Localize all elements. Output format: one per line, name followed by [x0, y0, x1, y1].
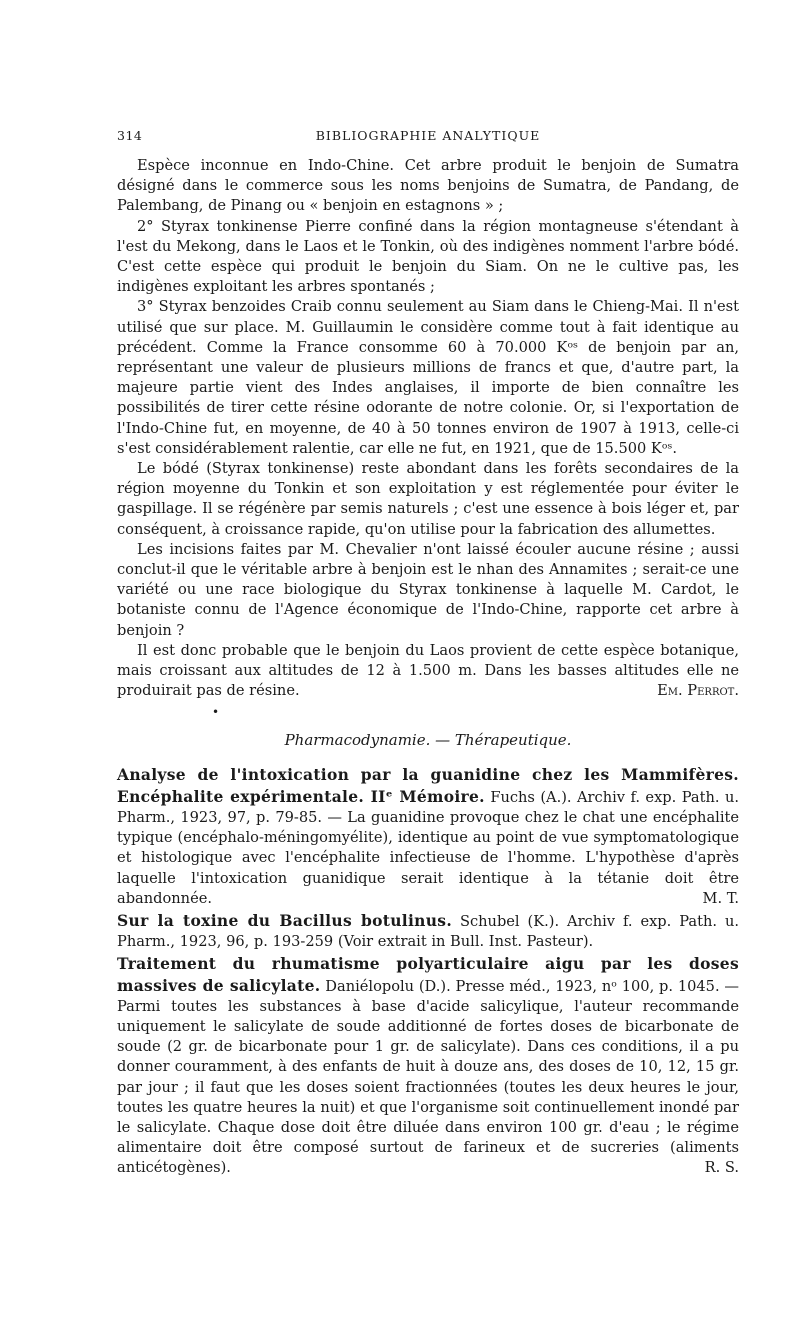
page: [117, 128, 739, 1181]
paragraph: Les incisions faites par M. Chevalier n'ont laissé écouler aucune résine ; aussi conclut-il que le véritable arbre à benjoin est le nhan des Annamites ; serait-ce une variété ou une race biologique du Styrax tonkinense à laquelle M. Cardot, le botaniste connu de l'Agence économique de l'Indo-Chine, rapporte cet arbre à benjoin ?: [117, 540, 739, 639]
entry-body: Fuchs (A.). Archiv f. exp. Path. u. Pharm., 1923, 97, p. 79-85. — La guanidine provoque chez le chat une encéphalite typique (encéphalo-méningomyélite), identique au point de vue symptomatologique et histologique avec l'encéphalite infectieuse de l'homme. L'hypothèse d'après laquelle l'intoxication guanidique serait identique à la tétanie doit être abandonnée.: [117, 788, 739, 907]
article-body: [117, 156, 739, 701]
page-number: 314: [117, 128, 143, 143]
bibliography-entry: [117, 911, 739, 952]
running-title: BIBLIOGRAPHIE ANALYTIQUE: [315, 128, 541, 143]
bibliography-entry: [117, 954, 739, 1178]
paragraph: Espèce inconnue en Indo-Chine. Cet arbre produit le benjoin de Sumatra désigné dans le commerce sous les noms benjoins de Sumatra, de Pandang, de Palembang, de Pinang ou « benjoin en estagnons » ;: [117, 157, 739, 215]
entry-title: Sur la toxine du Bacillus botulinus.: [117, 910, 453, 930]
entry-body: Schubel (K.). Archiv f. exp. Path. u. Pharm., 1923, 96, p. 193-259 (Voir extrait in Bull. Inst. Pasteur).: [117, 912, 739, 951]
paragraph: Le bódé (Styrax tonkinense) reste abondant dans les forêts secondaires de la région moyenne du Tonkin et son exploitation y est réglementée pour éviter le gaspillage. Il se régénère par semis naturels ; c'est une essence à bois léger et, par conséquent, à croissance rapide, qu'on utilise pour la fabrication des allumettes.: [117, 460, 739, 538]
entry-body: Daniélopolu (D.). Presse méd., 1923, nᵒ 100, p. 1045. — Parmi toutes les substances à base d'acide salicylique, l'auteur recommande uniquement le salicylate de soude additionné de fortes doses de bicarbonate de soude (2 gr. de bicarbonate pour 1 gr. de salicylate). Dans ces conditions, il a pu donner couramment, à des enfants de huit à douze ans, des doses de 10, 12, 15 gr. par jour ; il faut que les doses soient fractionnées (toutes les deux heures le jour, toutes les quatre heures la nuit) et que l'organisme soit continuellement inondé par le salicylate. Chaque dose doit être diluée dans environ 100 gr. d'eau ; le régime alimentaire doit être composé surtout de farineux et de sucreries (aliments anticétogènes).: [117, 977, 740, 1177]
running-header: [117, 128, 739, 150]
paragraph-text: Il est donc probable que le benjoin du Laos provient de cette espèce botanique, mais croissant aux altitudes de 12 à 1.500 m. Dans les basses altitudes elle ne produirait pas de résine.: [117, 641, 739, 700]
signature: Em. Perrot.: [657, 682, 739, 700]
paragraph: [117, 641, 739, 702]
entry-title: Analyse de l'intoxication par la guanidine chez les Mammifères. Encéphalite expérimentale. IIᵉ Mémoire.: [117, 765, 739, 806]
bibliography-entry: [117, 765, 739, 908]
signature: M. T.: [702, 889, 739, 907]
signature: R. S.: [704, 1159, 739, 1177]
section-heading: Pharmacodynamie. — Thérapeutique.: [284, 731, 572, 750]
entry-title: Traitement du rhumatisme polyarticulaire aigu par les doses massives de salicylate.: [117, 954, 739, 995]
paragraph: 3° Styrax benzoides Craib connu seulement au Siam dans le Chieng-Mai. Il n'est utilisé que sur place. M. Guillaumin le considère comme tout à fait identique au précédent. Comme la France consomme 60 à 70.000 Kᵒˢ de benjoin par an, représentant une valeur de plusieurs millions de francs et que, d'autre part, la majeure partie vient des Indes anglaises, il importe de bien connaître les possibilités de tirer cette résine odorante de notre colonie. Or, si l'exportation de l'Indo-Chine fut, en moyenne, de 40 à 50 tonnes environ de 1907 à 1913, celle-ci s'est considérablement ralentie, car elle ne fut, en 1921, que de 15.500 Kᵒˢ.: [117, 298, 739, 457]
bullet-mark: •: [212, 705, 220, 720]
paragraph: 2° Styrax tonkinense Pierre confiné dans la région montagneuse s'étendant à l'est du Mekong, dans le Laos et le Tonkin, où des indigènes nomment l'arbre bódé. C'est cette espèce qui produit le benjoin du Siam. On ne le cultive pas, les indigènes exploitant les arbres spontanés ;: [117, 217, 739, 296]
